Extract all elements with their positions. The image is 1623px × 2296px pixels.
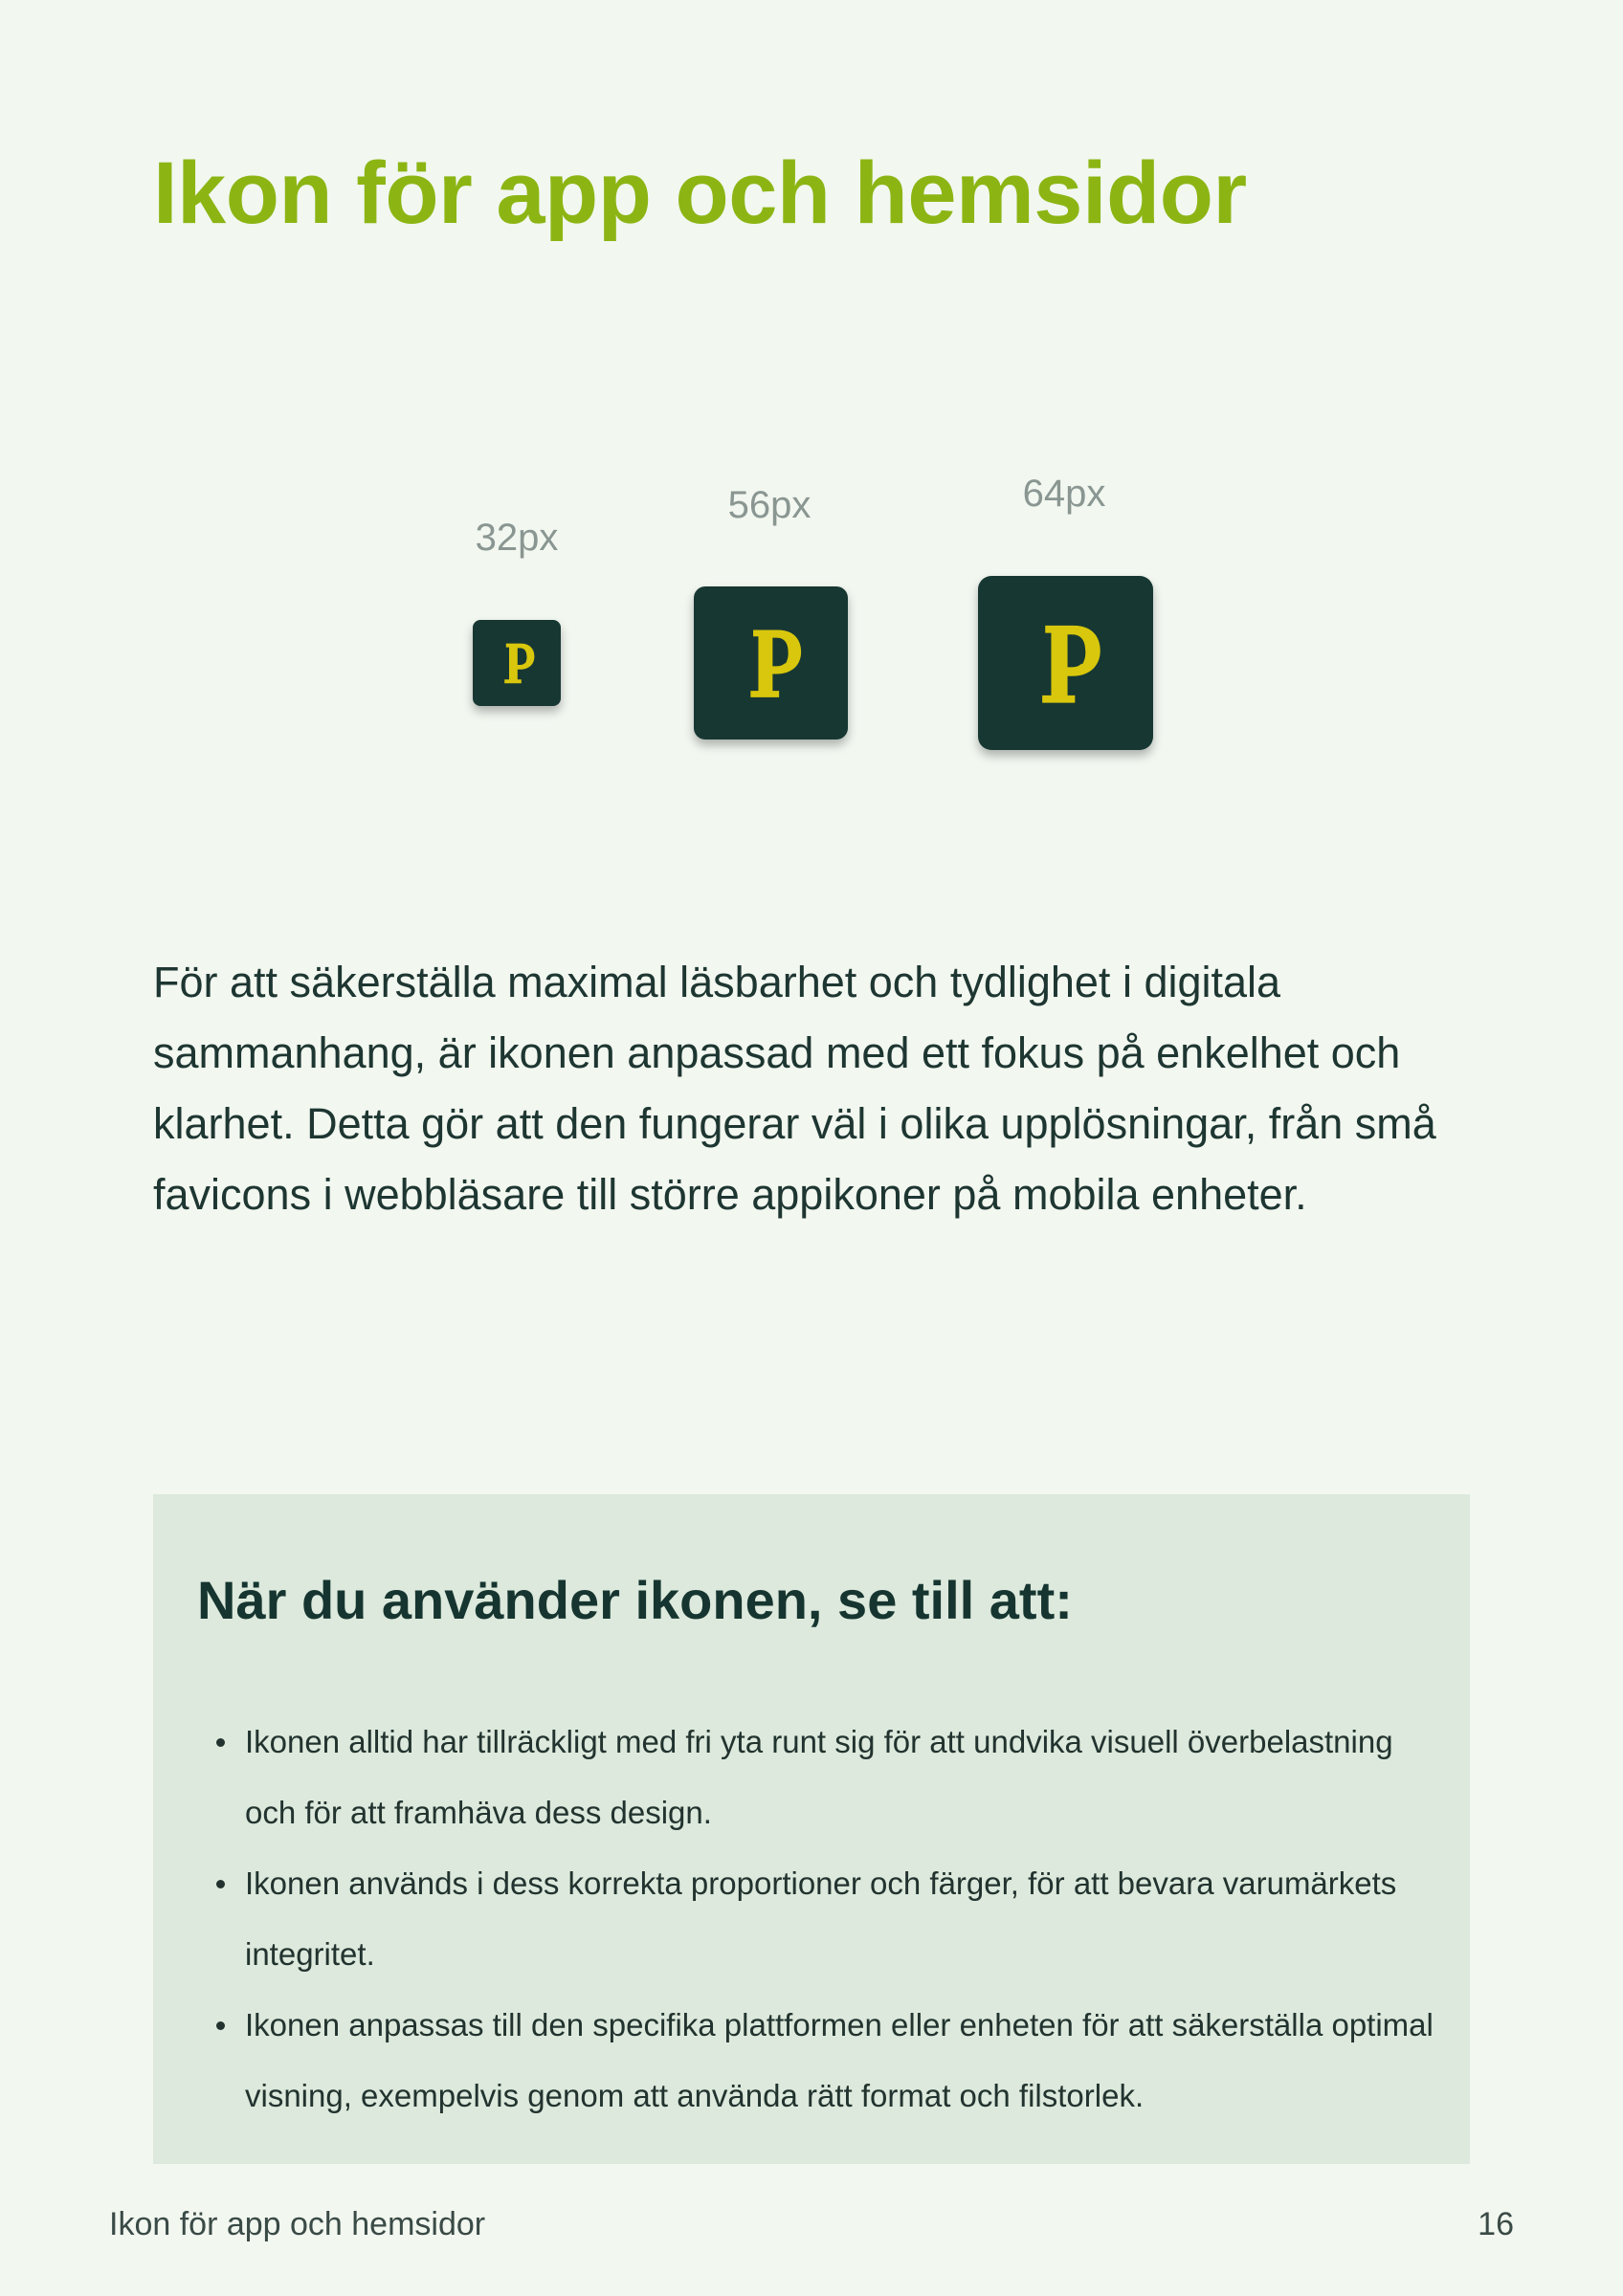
intro-paragraph: För att säkerställa maximal läsbarhet och tydlighet i digitala sammanhang, är ikonen anpassad med ett fokus på enkelhet och klarhet. Detta gör att den fungerar väl i olika upplösningar, från små favicons i webbläsare till större appikoner på mobila enheter. — [153, 958, 1436, 1219]
leaf-p-logo-icon — [1029, 615, 1103, 712]
guidelines-title: När du använder ikonen, se till att: — [197, 1570, 1073, 1630]
app-icon-56 — [694, 586, 848, 740]
icon-size-label-56: 56px — [727, 484, 812, 526]
app-icon-64 — [978, 576, 1153, 750]
leaf-p-logo-icon — [498, 638, 536, 688]
guideline-item: Ikonen används i dess korrekta proportioner och färger, för att bevara varumärkets integritet. — [245, 1848, 1451, 1990]
footer-section-title: Ikon för app och hemsidor — [109, 2206, 486, 2242]
guidelines-list — [245, 1707, 1451, 2131]
app-icon-32 — [473, 620, 561, 706]
page-number: 16 — [1478, 2206, 1514, 2242]
icon-size-label-64: 64px — [1022, 473, 1106, 515]
usage-guidelines-box — [153, 1494, 1470, 2164]
guideline-item: Ikonen alltid har tillräckligt med fri yta runt sig för att undvika visuell överbelastning och för att framhäva dess design. — [245, 1707, 1451, 1848]
leaf-p-logo-icon — [739, 621, 804, 705]
page-title: Ikon för app och hemsidor — [153, 144, 1247, 242]
icon-size-label-32: 32px — [475, 517, 559, 559]
guideline-item: Ikonen anpassas till den specifika plattformen eller enheten för att säkerställa optimal visning, exempelvis genom att använda rätt format och filstorlek. — [245, 1990, 1451, 2131]
